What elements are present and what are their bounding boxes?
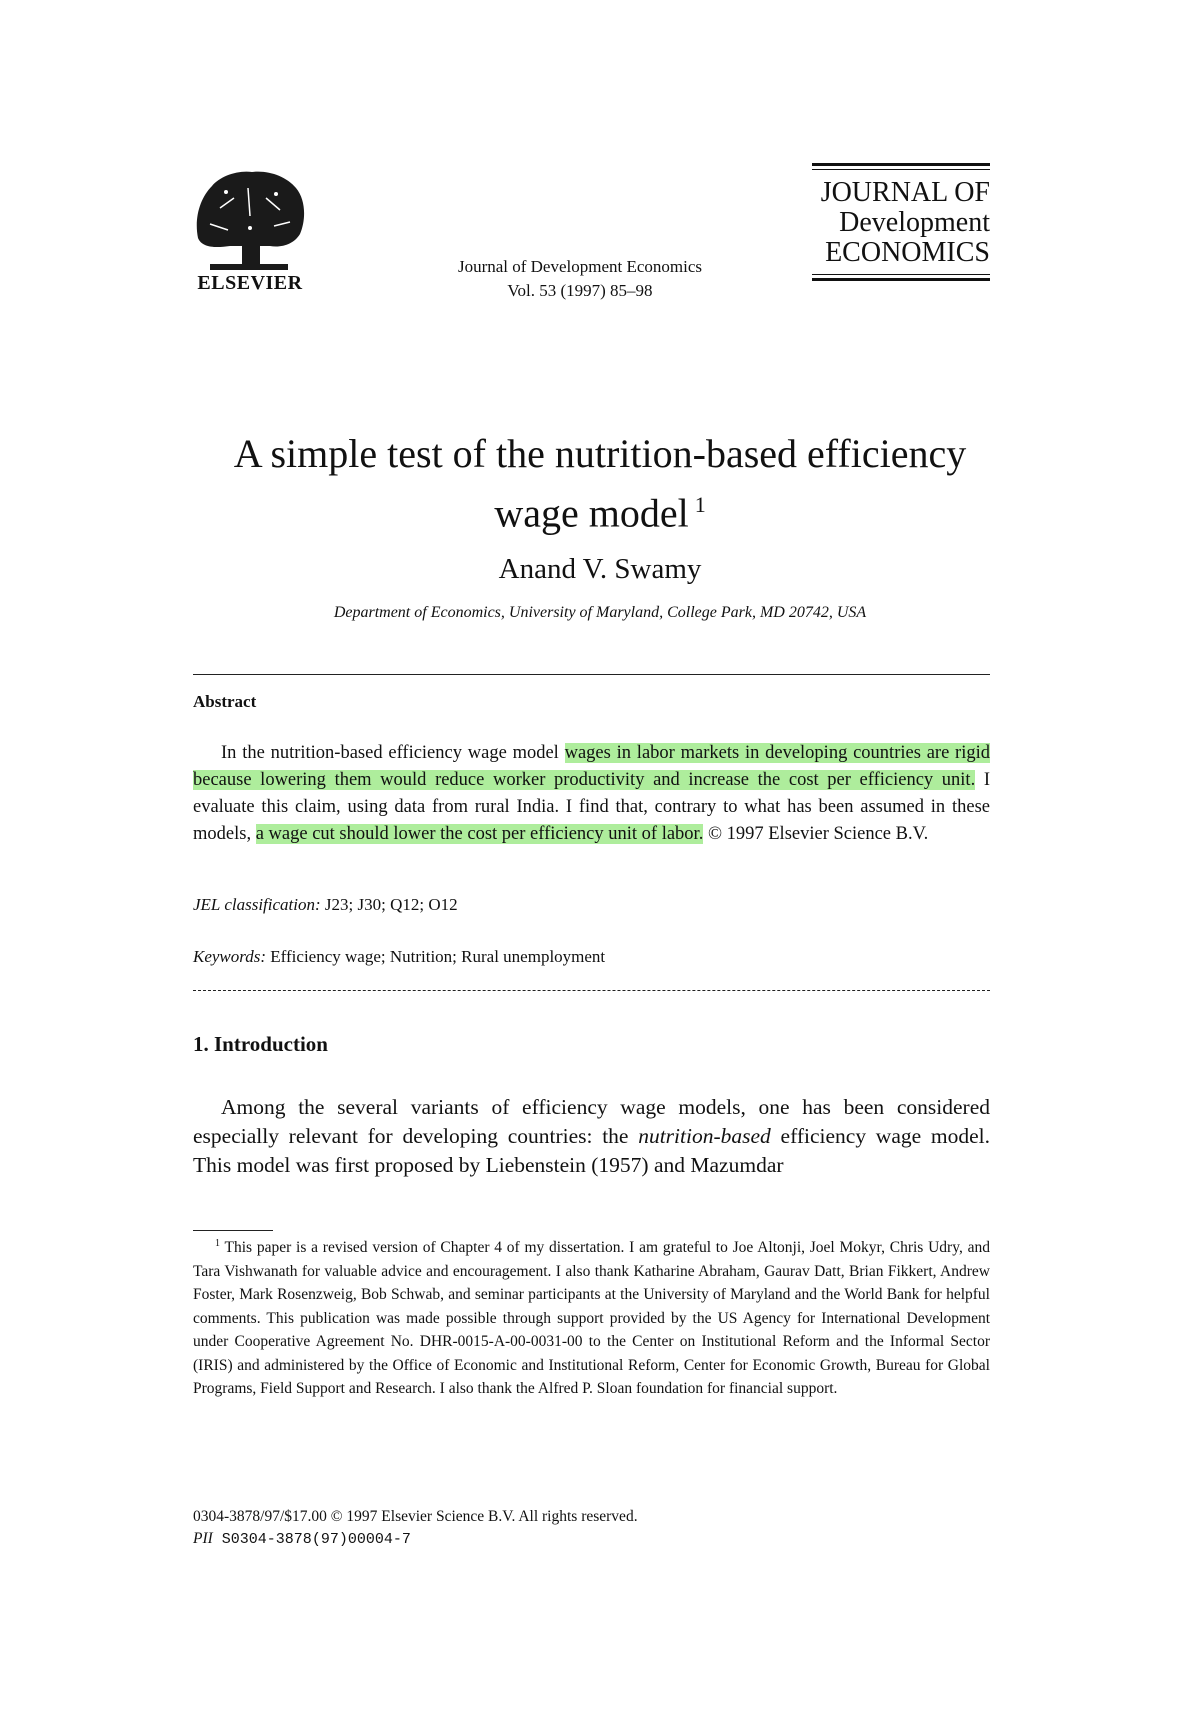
- pii-label: PII: [193, 1530, 213, 1547]
- journal-name: Journal of Development Economics: [457, 257, 703, 276]
- paper-title: [120, 428, 1080, 538]
- masthead-rule-top: [812, 163, 990, 166]
- journal-volume: Vol. 53 (1997) 85–98: [507, 281, 653, 300]
- jel-label: JEL classification:: [193, 895, 321, 914]
- keywords-values: Efficiency wage; Nutrition; Rural unemployment: [266, 947, 606, 966]
- masthead-rule-bottom-thin: [812, 274, 990, 275]
- masthead-rule-top-thin: [812, 169, 990, 170]
- pii-line: [193, 1528, 638, 1551]
- masthead-line-2: Development: [839, 207, 990, 238]
- title-line-2-wrap: [120, 479, 1080, 538]
- tree-logo-icon: [190, 168, 310, 272]
- masthead-line-1: JOURNAL OF: [820, 177, 990, 208]
- introduction-body: [193, 1093, 990, 1180]
- abstract-heading: Abstract: [193, 692, 257, 711]
- journal-citation: [380, 255, 780, 303]
- footnote-text: This paper is a revised version of Chapter 4 of my dissertation. I am grateful to Joe Altonji, Joel Mokyr, Chris Udry, and Tara Vishwanath for valuable advice and encouragement. I also thank Katharine Abraham, Gaurav Datt, Brian Fikkert, Andrew Foster, Mark Rosenzweig, Bob Schwab, and seminar participants at the University of Maryland and the World Bank for helpful comments. This publication was made possible through support provided by the US Agency for International Development under Cooperative Agreement No. DHR-0015-A-00-0031-00 to the Center on Institutional Reform and the Informal Sector (IRIS) and administered by the Office of Economic and Institutional Reform, Center for Economic Growth, Bureau for Global Programs, Field Support and Research. I also thank the Alfred P. Sloan foundation for financial support.: [193, 1239, 990, 1398]
- abstract-text-1: In the nutrition-based efficiency wage model: [221, 743, 565, 763]
- footnote-1: [193, 1232, 990, 1401]
- abstract-rule-bottom: [193, 990, 990, 991]
- abstract-text-2: I evaluate this claim, using data from rural India. I find that, contrary to what has been assumed in these models,: [193, 770, 990, 844]
- publisher-name: ELSEVIER: [197, 272, 303, 294]
- intro-text-a: Among the several variants of efficiency wage models, one has been considered especially relevant for developing countries: the: [193, 1095, 990, 1148]
- title-line-1: A simple test of the nutrition-based efficiency: [233, 431, 967, 476]
- jel-codes: J23; J30; Q12; O12: [320, 895, 458, 914]
- copyright-line: 0304-3878/97/$17.00 © 1997 Elsevier Science B.V. All rights reserved.: [193, 1508, 638, 1525]
- intro-text-italic: nutrition-based: [638, 1124, 771, 1148]
- masthead-rule-bottom: [812, 278, 990, 281]
- masthead-line-3: ECONOMICS: [825, 237, 990, 268]
- pii-value: S0304-3878(97)00004-7: [212, 1531, 411, 1548]
- keywords: [193, 947, 605, 967]
- title-footnote-mark[interactable]: 1: [694, 492, 706, 517]
- section-heading-introduction: 1. Introduction: [193, 1032, 328, 1056]
- intro-text-b: efficiency wage model. This model was first proposed by Liebenstein (1957) and Mazumdar: [193, 1124, 990, 1177]
- author-affiliation: Department of Economics, University of Maryland, College Park, MD 20742, USA: [333, 604, 867, 621]
- jel-classification: [193, 895, 458, 915]
- abstract-rule-top: [193, 674, 990, 675]
- title-line-2: wage model: [494, 490, 689, 536]
- keywords-label: Keywords:: [193, 947, 267, 966]
- journal-masthead: [812, 163, 990, 281]
- footnote-paragraph: [193, 1232, 990, 1401]
- footnote-mark: 1: [215, 1238, 220, 1249]
- introduction-paragraph: [193, 1093, 990, 1180]
- abstract-highlight-1: wages in labor markets in developing countries are rigid because lowering them would reduce worker productivity and increase the cost per efficiency unit.: [193, 743, 991, 790]
- abstract-highlight-2: a wage cut should lower the cost per efficiency unit of labor.: [255, 824, 704, 844]
- abstract-body: [193, 740, 990, 848]
- footnote-rule: [193, 1230, 273, 1231]
- elsevier-logo: [190, 168, 310, 293]
- author-name: Anand V. Swamy: [498, 553, 702, 585]
- abstract-copyright: © 1997 Elsevier Science B.V.: [703, 824, 929, 844]
- copyright-block: [193, 1506, 638, 1551]
- masthead-title: [812, 178, 990, 268]
- abstract-paragraph: [193, 740, 990, 848]
